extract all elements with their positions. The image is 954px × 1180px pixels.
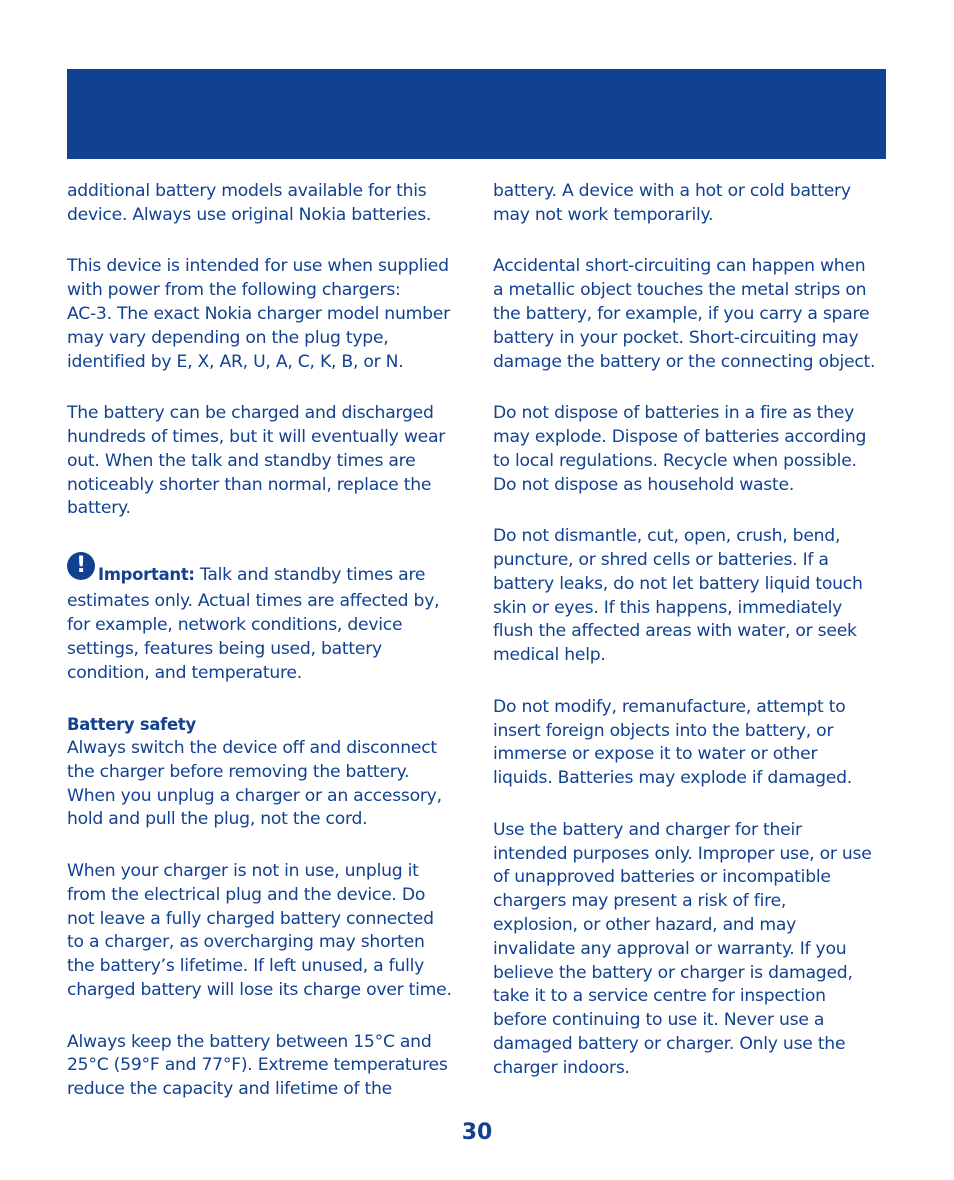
- text-line: AC-3. The exact Nokia charger model number: [67, 303, 450, 324]
- left-column: [67, 180, 463, 1130]
- text-line: 25°C (59°F and 77°F). Extreme temperatures: [67, 1055, 448, 1076]
- text-line: flush the affected areas with water, or seek: [493, 621, 857, 642]
- text-line: the battery’s lifetime. If left unused, a fully: [67, 956, 425, 977]
- text-line: before continuing to use it. Never use a: [493, 1010, 825, 1031]
- text-line: for example, network conditions, device: [67, 614, 403, 635]
- paragraph-intended-use: [493, 819, 889, 1081]
- text-line: additional battery models available for this: [67, 181, 427, 201]
- paragraph-dismantle: [493, 525, 889, 668]
- text-line: take it to a service centre for inspection: [493, 986, 826, 1007]
- text-line: battery.: [67, 498, 131, 519]
- paragraph-charge-cycles: [67, 402, 463, 521]
- text-line: device. Always use original Nokia batteries.: [67, 204, 432, 225]
- text-line: with power from the following chargers:: [67, 280, 401, 301]
- page-number: 30: [461, 1120, 493, 1145]
- text-line: liquids. Batteries may explode if damaged.: [493, 768, 852, 789]
- important-note: [67, 553, 463, 685]
- right-column: [493, 180, 889, 1108]
- text-line: may vary depending on the plug type,: [67, 327, 389, 348]
- text-line: believe the battery or charger is damaged,: [493, 962, 853, 983]
- text-line: to local regulations. Recycle when possible.: [493, 450, 857, 471]
- text-line: Accidental short-circuiting can happen when: [493, 256, 866, 277]
- text-line: the battery, for example, if you carry a spare: [493, 303, 870, 324]
- text-line: the charger before removing the battery.: [67, 761, 410, 782]
- text-line: settings, features being used, battery: [67, 638, 382, 659]
- text-line: damaged battery or charger. Only use the: [493, 1033, 846, 1054]
- important-label: Important:: [98, 565, 195, 585]
- text-line: a metallic object touches the metal strips on: [493, 280, 867, 301]
- text-line: Do not dispose as household waste.: [493, 474, 795, 495]
- text-line: Always keep the battery between 15°C and: [67, 1031, 432, 1052]
- paragraph-unplug-charger: [67, 860, 463, 1003]
- paragraph-short-circuit: [493, 255, 889, 374]
- text-line: skin or eyes. If this happens, immediately: [493, 597, 843, 618]
- text-line: battery. A device with a hot or cold battery: [493, 181, 851, 201]
- important-first-line: [67, 553, 463, 590]
- text-line: The battery can be charged and discharged: [67, 403, 434, 424]
- text-line: When you unplug a charger or an accessory,: [67, 785, 442, 806]
- text-line: This device is intended for use when supplied: [67, 256, 449, 277]
- header-bar: [67, 69, 886, 159]
- text-line: battery leaks, do not let battery liquid touch: [493, 573, 863, 594]
- paragraph-modify: [493, 696, 889, 791]
- paragraph-temperature: [67, 1031, 463, 1102]
- text-line: damage the battery or the connecting object.: [493, 351, 876, 372]
- text-line: hundreds of times, but it will eventually wear: [67, 426, 446, 447]
- text-line: intended purposes only. Improper use, or use: [493, 843, 872, 864]
- text-line: out. When the talk and standby times are: [67, 450, 416, 471]
- text-line: charger indoors.: [493, 1057, 630, 1078]
- text-line: battery in your pocket. Short-circuiting may: [493, 327, 859, 348]
- text-line: explosion, or other hazard, and may: [493, 914, 797, 935]
- text-line: Do not modify, remanufacture, attempt to: [493, 696, 846, 717]
- text-line: may explode. Dispose of batteries according: [493, 426, 867, 447]
- battery-safety-section: [67, 713, 463, 832]
- text-line: immerse or expose it to water or other: [493, 744, 818, 765]
- text-line: reduce the capacity and lifetime of the: [67, 1079, 393, 1100]
- text-line: noticeably shorter than normal, replace the: [67, 474, 432, 495]
- paragraph-chargers: [67, 255, 463, 374]
- text-line: to a charger, as overcharging may shorten: [67, 932, 425, 953]
- exclamation-icon: !: [67, 552, 95, 580]
- text-line: Do not dismantle, cut, open, crush, bend,: [493, 526, 841, 547]
- section-heading: Battery safety: [67, 715, 196, 735]
- text-line: not leave a fully charged battery connected: [67, 908, 434, 929]
- text-line: charged battery will lose its charge over time.: [67, 979, 452, 1000]
- text-line: Do not dispose of batteries in a fire as they: [493, 403, 855, 424]
- text-line: medical help.: [493, 645, 606, 666]
- text-line: insert foreign objects into the battery, or: [493, 720, 834, 741]
- paragraph-disposal: [493, 402, 889, 497]
- paragraph-hot-cold-battery: [493, 180, 889, 228]
- text-line: Always switch the device off and disconnect: [67, 737, 437, 758]
- text-line: may not work temporarily.: [493, 204, 714, 225]
- text-line: chargers may present a risk of fire,: [493, 891, 787, 912]
- text-line: from the electrical plug and the device. Do: [67, 884, 426, 905]
- text-line: estimates only. Actual times are affected by,: [67, 591, 440, 612]
- text-line: invalidate any approval or warranty. If you: [493, 938, 847, 959]
- text-line: puncture, or shred cells or batteries. If a: [493, 549, 829, 570]
- text-line: When your charger is not in use, unplug it: [67, 860, 419, 881]
- important-text: Talk and standby times are: [194, 565, 426, 586]
- text-line: condition, and temperature.: [67, 662, 302, 683]
- text-line: hold and pull the plug, not the cord.: [67, 809, 368, 830]
- text-line: Use the battery and charger for their: [493, 819, 802, 840]
- text-line: identified by E, X, AR, U, A, C, K, B, or N.: [67, 351, 404, 372]
- text-line: of unapproved batteries or incompatible: [493, 867, 831, 888]
- paragraph-battery-models: [67, 180, 463, 228]
